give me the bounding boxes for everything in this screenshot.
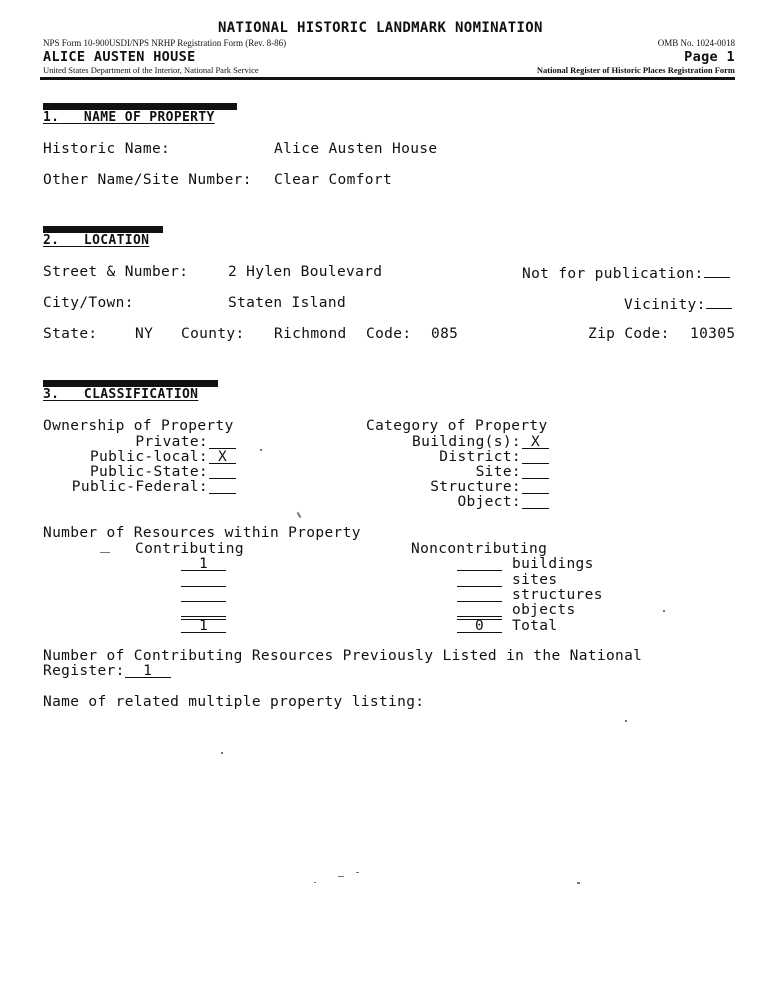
scan-speck: [663, 610, 665, 612]
section-title: LOCATION: [83, 233, 150, 248]
category-label: Category of Property: [366, 418, 548, 434]
category-structure-label: Structure:: [430, 479, 521, 495]
department-line: United States Department of the Interior, National Park Service: [43, 65, 259, 75]
city-value: Staten Island: [228, 295, 347, 311]
not-for-publication: [522, 265, 730, 282]
vicinity-blank[interactable]: [706, 296, 732, 309]
resource-type-sites: sites: [512, 572, 558, 588]
section1-heading: [43, 110, 215, 125]
section-bar: [43, 103, 237, 110]
other-name-label: Other Name/Site Number:: [43, 172, 252, 188]
contributing-label: Contributing: [135, 541, 244, 557]
not-for-publication-blank[interactable]: [704, 265, 730, 278]
ownership-public-local-label: Public-local:: [89, 449, 208, 465]
category-site-blank[interactable]: [522, 464, 549, 479]
category-district-blank[interactable]: [522, 449, 549, 464]
category-structure-blank[interactable]: [522, 479, 549, 494]
section-number: 3.: [43, 387, 60, 402]
code-value: 085: [431, 326, 459, 342]
resource-type-objects: objects: [512, 602, 576, 618]
scan-speck: [356, 872, 359, 873]
vicinity-label: Vicinity:: [624, 297, 706, 313]
county-label: County:: [181, 326, 245, 342]
scan-speck: [297, 512, 302, 518]
scan-speck: [100, 552, 110, 553]
scan-speck: [260, 449, 262, 451]
ownership-public-local-blank[interactable]: X: [209, 449, 236, 464]
section3-heading: [43, 387, 198, 402]
resource-type-buildings: buildings: [512, 556, 594, 572]
resource-type-total: Total: [512, 618, 558, 634]
ownership-public-federal-blank[interactable]: [209, 479, 236, 494]
scan-speck: [577, 882, 580, 884]
not-for-publication-label: Not for publication:: [522, 266, 704, 282]
contributing-sites[interactable]: [181, 572, 226, 587]
category-buildings-blank[interactable]: X: [522, 434, 549, 449]
register-line: National Register of Historic Places Registration Form: [536, 65, 735, 75]
section-title: CLASSIFICATION: [83, 387, 199, 402]
noncontributing-sites[interactable]: [457, 572, 502, 587]
ownership-private-blank[interactable]: [209, 434, 236, 449]
category-district-label: District:: [439, 449, 521, 465]
resource-type-structures: structures: [512, 587, 603, 603]
header-rule: [40, 77, 735, 80]
zip-value: 10305: [690, 326, 736, 342]
scan-speck: [314, 882, 316, 883]
ownership-public-state-label: Public-State:: [89, 464, 208, 480]
ownership-public-state-blank[interactable]: [209, 464, 236, 479]
category-object-label: Object:: [457, 494, 521, 510]
section-number: 2.: [43, 233, 60, 248]
contributing-buildings[interactable]: 1: [181, 556, 226, 571]
section-bar: [43, 226, 163, 233]
resources-label: Number of Resources within Property: [43, 525, 361, 541]
section2-heading: [43, 233, 149, 248]
omb-number: OMB No. 1024-0018: [657, 38, 735, 48]
property-name-header: ALICE AUSTEN HOUSE: [43, 49, 196, 65]
historic-name-value: Alice Austen House: [274, 141, 438, 157]
noncontributing-buildings[interactable]: [457, 556, 502, 571]
noncontributing-total[interactable]: 0: [457, 618, 502, 633]
scan-speck: [625, 720, 627, 722]
previously-listed-line2: [43, 663, 171, 679]
street-label: Street & Number:: [43, 264, 189, 280]
previously-listed-label: Register:: [43, 663, 125, 679]
category-buildings-label: Building(s):: [412, 434, 521, 450]
category-site-label: Site:: [475, 464, 521, 480]
street-value: 2 Hylen Boulevard: [228, 264, 383, 280]
ownership-public-federal-label: Public-Federal:: [71, 479, 208, 495]
noncontributing-objects[interactable]: [457, 602, 502, 617]
section-bar: [43, 380, 218, 387]
form-id: NPS Form 10-900USDI/NPS NRHP Registration Form (Rev. 8-86): [43, 38, 287, 48]
vicinity: [624, 296, 732, 313]
section-number: 1.: [43, 110, 60, 125]
state-label: State:: [43, 326, 98, 342]
previously-listed-line1: Number of Contributing Resources Previously Listed in the National: [43, 648, 643, 664]
ownership-label: Ownership of Property: [43, 418, 234, 434]
previously-listed-value[interactable]: 1: [125, 663, 171, 678]
multiple-listing-label: Name of related multiple property listing:: [43, 694, 425, 710]
scan-speck: [221, 752, 223, 754]
category-object-blank[interactable]: [522, 494, 549, 509]
ownership-private-label: Private:: [135, 434, 208, 450]
code-label: Code:: [366, 326, 412, 342]
contributing-objects[interactable]: [181, 602, 226, 617]
page-number: Page 1: [684, 49, 735, 65]
zip-label: Zip Code:: [588, 326, 670, 342]
noncontributing-structures[interactable]: [457, 587, 502, 602]
scan-speck: [338, 876, 344, 877]
other-name-value: Clear Comfort: [274, 172, 393, 188]
noncontributing-label: Noncontributing: [411, 541, 548, 557]
city-label: City/Town:: [43, 295, 134, 311]
contributing-structures[interactable]: [181, 587, 226, 602]
county-value: Richmond: [274, 326, 347, 342]
historic-name-label: Historic Name:: [43, 141, 171, 157]
state-value: NY: [135, 326, 154, 342]
section-title: NAME OF PROPERTY: [83, 110, 215, 125]
contributing-total[interactable]: 1: [181, 618, 226, 633]
document-title: NATIONAL HISTORIC LANDMARK NOMINATION: [218, 20, 543, 36]
